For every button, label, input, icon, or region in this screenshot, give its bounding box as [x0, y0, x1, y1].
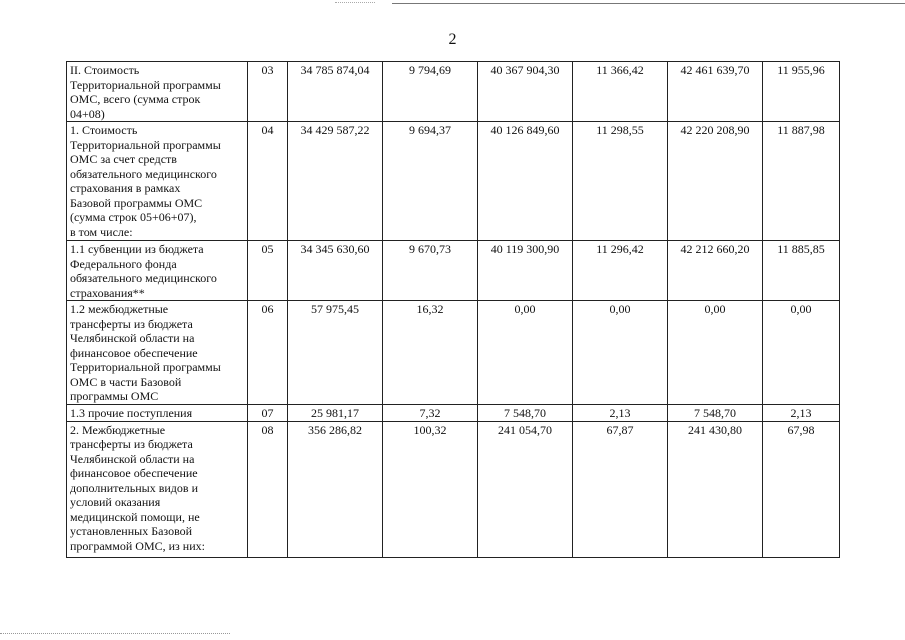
value-cell: 42 220 208,90 [668, 122, 763, 241]
value-cell: 40 126 849,60 [478, 122, 573, 241]
value-cell: 11 885,85 [763, 241, 840, 301]
value-cell: 0,00 [573, 301, 668, 405]
value-cell: 34 785 874,04 [288, 62, 383, 122]
row-code: 06 [248, 301, 288, 405]
table-row [67, 122, 840, 241]
value-cell: 7 548,70 [668, 405, 763, 422]
table-row [67, 301, 840, 405]
value-cell: 0,00 [668, 301, 763, 405]
value-cell: 67,87 [573, 421, 668, 557]
value-cell: 11 298,55 [573, 122, 668, 241]
value-cell: 67,98 [763, 421, 840, 557]
row-name: II. Стоимость Территориальной программы ОМС, всего (сумма строк 04+08) [70, 63, 221, 121]
value-cell: 11 955,96 [763, 62, 840, 122]
row-name-cell [67, 241, 248, 301]
scan-artifact [335, 2, 375, 3]
value-cell: 42 212 660,20 [668, 241, 763, 301]
table-row [67, 62, 840, 122]
value-cell: 40 367 904,30 [478, 62, 573, 122]
value-cell: 241 054,70 [478, 421, 573, 557]
value-cell: 2,13 [573, 405, 668, 422]
row-code: 08 [248, 421, 288, 557]
value-cell: 7,32 [383, 405, 478, 422]
row-name: 2. Межбюджетные трансферты из бюджета Челябинской области на финансовое обеспечение дополнительных видов и условий оказания медицинской помощи, не установленных Базовой программой ОМС, из них: [70, 422, 205, 553]
budget-table [66, 61, 840, 558]
table-row [67, 421, 840, 557]
table-row [67, 405, 840, 422]
value-cell: 11 366,42 [573, 62, 668, 122]
value-cell: 9 670,73 [383, 241, 478, 301]
value-cell: 356 286,82 [288, 421, 383, 557]
row-name: 1.1 субвенции из бюджета Федерального фонда обязательного медицинского страхования** [70, 242, 217, 300]
value-cell: 2,13 [763, 405, 840, 422]
value-cell: 11 887,98 [763, 122, 840, 241]
value-cell: 57 975,45 [288, 301, 383, 405]
value-cell: 0,00 [478, 301, 573, 405]
value-cell: 34 429 587,22 [288, 122, 383, 241]
value-cell: 42 461 639,70 [668, 62, 763, 122]
value-cell: 9 794,69 [383, 62, 478, 122]
value-cell: 16,32 [383, 301, 478, 405]
row-name: 1. Стоимость Территориальной программы ОМС за счет средств обязательного медицинского страхования в рамках Базовой программы ОМС (сумма строк 05+06+07), в том числе: [70, 123, 221, 239]
value-cell: 34 345 630,60 [288, 241, 383, 301]
row-name-cell [67, 62, 248, 122]
table-row [67, 241, 840, 301]
row-code: 07 [248, 405, 288, 422]
row-name: 1.3 прочие поступления [70, 406, 193, 420]
value-cell: 11 296,42 [573, 241, 668, 301]
page-number: 2 [448, 31, 457, 48]
row-name: 1.2 межбюджетные трансферты из бюджета Челябинской области на финансовое обеспечение Территориальной программы ОМС в части Базовой программы ОМС [70, 302, 221, 403]
row-name-cell [67, 405, 248, 422]
row-code: 04 [248, 122, 288, 241]
value-cell: 100,32 [383, 421, 478, 557]
value-cell: 0,00 [763, 301, 840, 405]
top-rule [392, 3, 905, 4]
value-cell: 40 119 300,90 [478, 241, 573, 301]
value-cell: 241 430,80 [668, 421, 763, 557]
row-name-cell [67, 122, 248, 241]
scan-artifact [0, 633, 230, 634]
row-name-cell [67, 301, 248, 405]
row-code: 03 [248, 62, 288, 122]
value-cell: 7 548,70 [478, 405, 573, 422]
row-code: 05 [248, 241, 288, 301]
value-cell: 9 694,37 [383, 122, 478, 241]
value-cell: 25 981,17 [288, 405, 383, 422]
row-name-cell [67, 421, 248, 557]
